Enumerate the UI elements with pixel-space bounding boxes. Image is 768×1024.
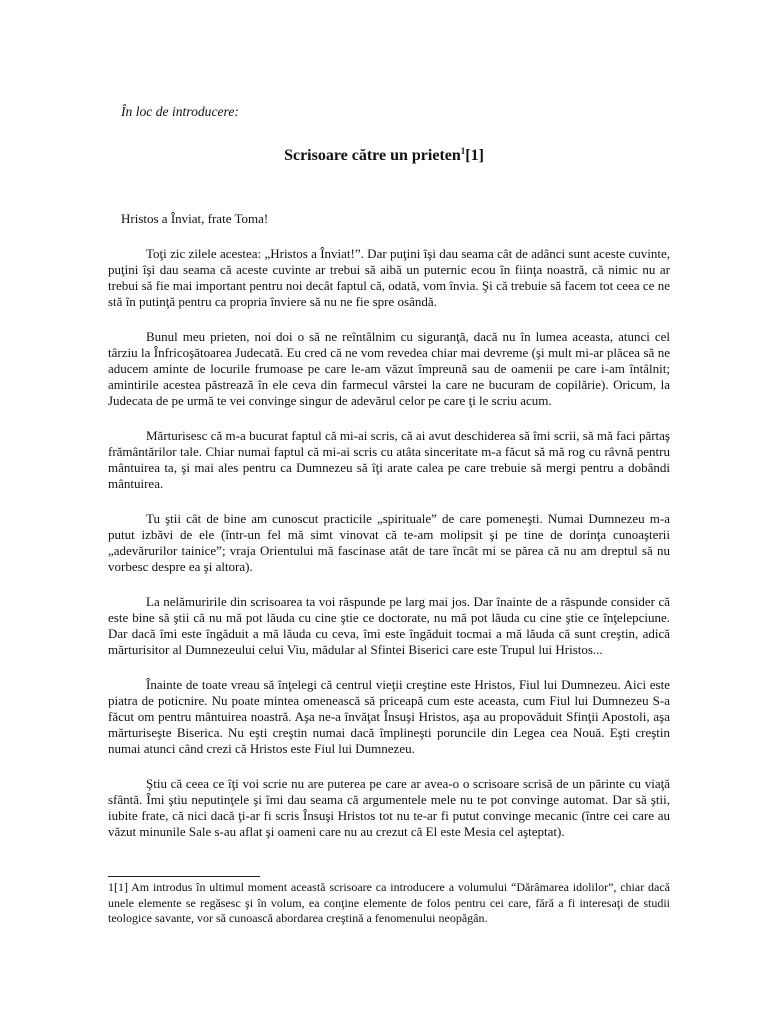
letter-title-text: Scrisoare către un prieten [284,147,461,164]
paragraph: Înainte de toate vreau să înţelegi că centrul vieţii creştine este Hristos, Fiul lui Dumnezeu. Aici este piatra de poticnire. Nu poate mintea omenească să priceapă cum este aceasta, cum Fiul lui Dumnezeu S-a făcut om pentru mântuirea noastră. Aşa ne-a învăţat Însuşi Hristos, aşa au propovăduit Sfinţii Apostoli, aşa mărturiseşte Biserica. Nu eşti creştin numai dacă împlineşti poruncile din Legea cea Nouă. Eşti creştin numai atunci când crezi că Hristos este Fiul lui Dumnezeu. [108,677,670,756]
paragraph: Tu ştii cât de bine am cunoscut practicile „spirituale” de care pomeneşti. Numai Dumnezeu m-a putut izbăvi de ele (într-un fel mă simt vinovat că te-am molipsit şi pe tine de dorinţa cunoaşterii „adevărurilor tainice”; vraja Orientului mă fascinase atât de tare încât mi se părea că nu am dreptul să nu vorbesc despre ea şi altora). [108,511,670,574]
footnote-reference-link[interactable]: [1] [465,147,484,164]
intro-heading: În loc de introducere: [121,104,239,119]
paragraph: Bunul meu prieten, noi doi o să ne reîntâlnim cu siguranţă, dacă nu în lumea aceasta, atunci cel târziu la Înfricoşătoarea Judecată. Eu cred că ne vom revedea chiar mai devreme (şi mult mi-ar plăcea să ne aducem aminte de locurile frumoase pe care le-am văzut împreună sau de oamenii pe care i-am întâlnit; amintirile acestea păstrează în ele ceva din farmecul vârstei la care ne bucuram de copilărie). Oricum, la Judecata de pe urmă te vei convinge singur de adevărul celor pe care ţi le scriu acum. [108,329,670,408]
paragraph: La nelămuririle din scrisoarea ta voi răspunde pe larg mai jos. Dar înainte de a răspunde consider că este bine să ştii că nu mă pot lăuda cu cine ştie ce doctorate, nu mă pot lăuda cu cine ştie ce înţelepciune. Dar dacă îmi este îngăduit a mă lăuda cu ceva, îmi este îngăduit tocmai a mă lăuda că sunt creştin, adică mărturisitor al Dumnezeului celui Viu, mădular al Sfintei Biserici care este Trupul lui Hristos... [108,594,670,657]
letter-body [108,211,670,859]
letter-title [0,141,768,166]
greeting: Hristos a Înviat, frate Toma! [121,211,269,226]
paragraph: Mărturisesc că m-a bucurat faptul că mi-ai scris, că ai avut deschiderea să îmi scrii, să mă faci părtaş frământărilor tale. Chiar numai faptul că mi-ai scris cu atâta sinceritate m-a făcut să mă rog cu râvnă pentru mântuirea ta, şi mai ales pentru ca Dumnezeu să îţi arate calea pe care trebuie să mergi pentru a dobândi mântuirea. [108,428,670,491]
footnote-superscript: 1 [460,146,466,156]
paragraph: Toţi zic zilele acestea: „Hristos a Înviat!”. Dar puţini îşi dau seama cât de adânci sunt aceste cuvinte, puţini îşi dau seama că aceste cuvinte ar trebui să aibă un puternic ecou în fiinţa noastră, că nimic nu ar trebui să fie mai important pentru noi decât faptul că, odată, vom învia. Şi că trebuie să facem tot ceea ce ne stă în putinţă pentru ca propria înviere să nu ne fie spre osândă. [108,246,670,309]
footnote-divider [108,876,260,877]
paragraph: Ştiu că ceea ce îţi voi scrie nu are puterea pe care ar avea-o o scrisoare scrisă de un părinte cu viaţă sfântă. Îmi ştiu neputinţele şi îmi dau seama că argumentele mele nu te pot convinge automat. Dar să ştii, iubite frate, că nici dacă ţi-ar fi scris Însuşi Hristos tot nu te-ar fi putut convinge mecanic (între cei care au văzut minunile Sale s-au aflat şi oameni care nu au crezut că El este Mesia cel aşteptat). [108,776,670,839]
footnote: 1[1] Am introdus în ultimul moment această scrisoare ca introducere a volumului “Dărâmarea idolilor”, chiar dacă unele elemente se regăsesc şi în volum, ea conţine elemente de folos pentru cei care, fără a fi interesaţi de studii teologice savante, vor să cunoască abordarea creştină a fenomenului neopăgân. [108,880,670,925]
